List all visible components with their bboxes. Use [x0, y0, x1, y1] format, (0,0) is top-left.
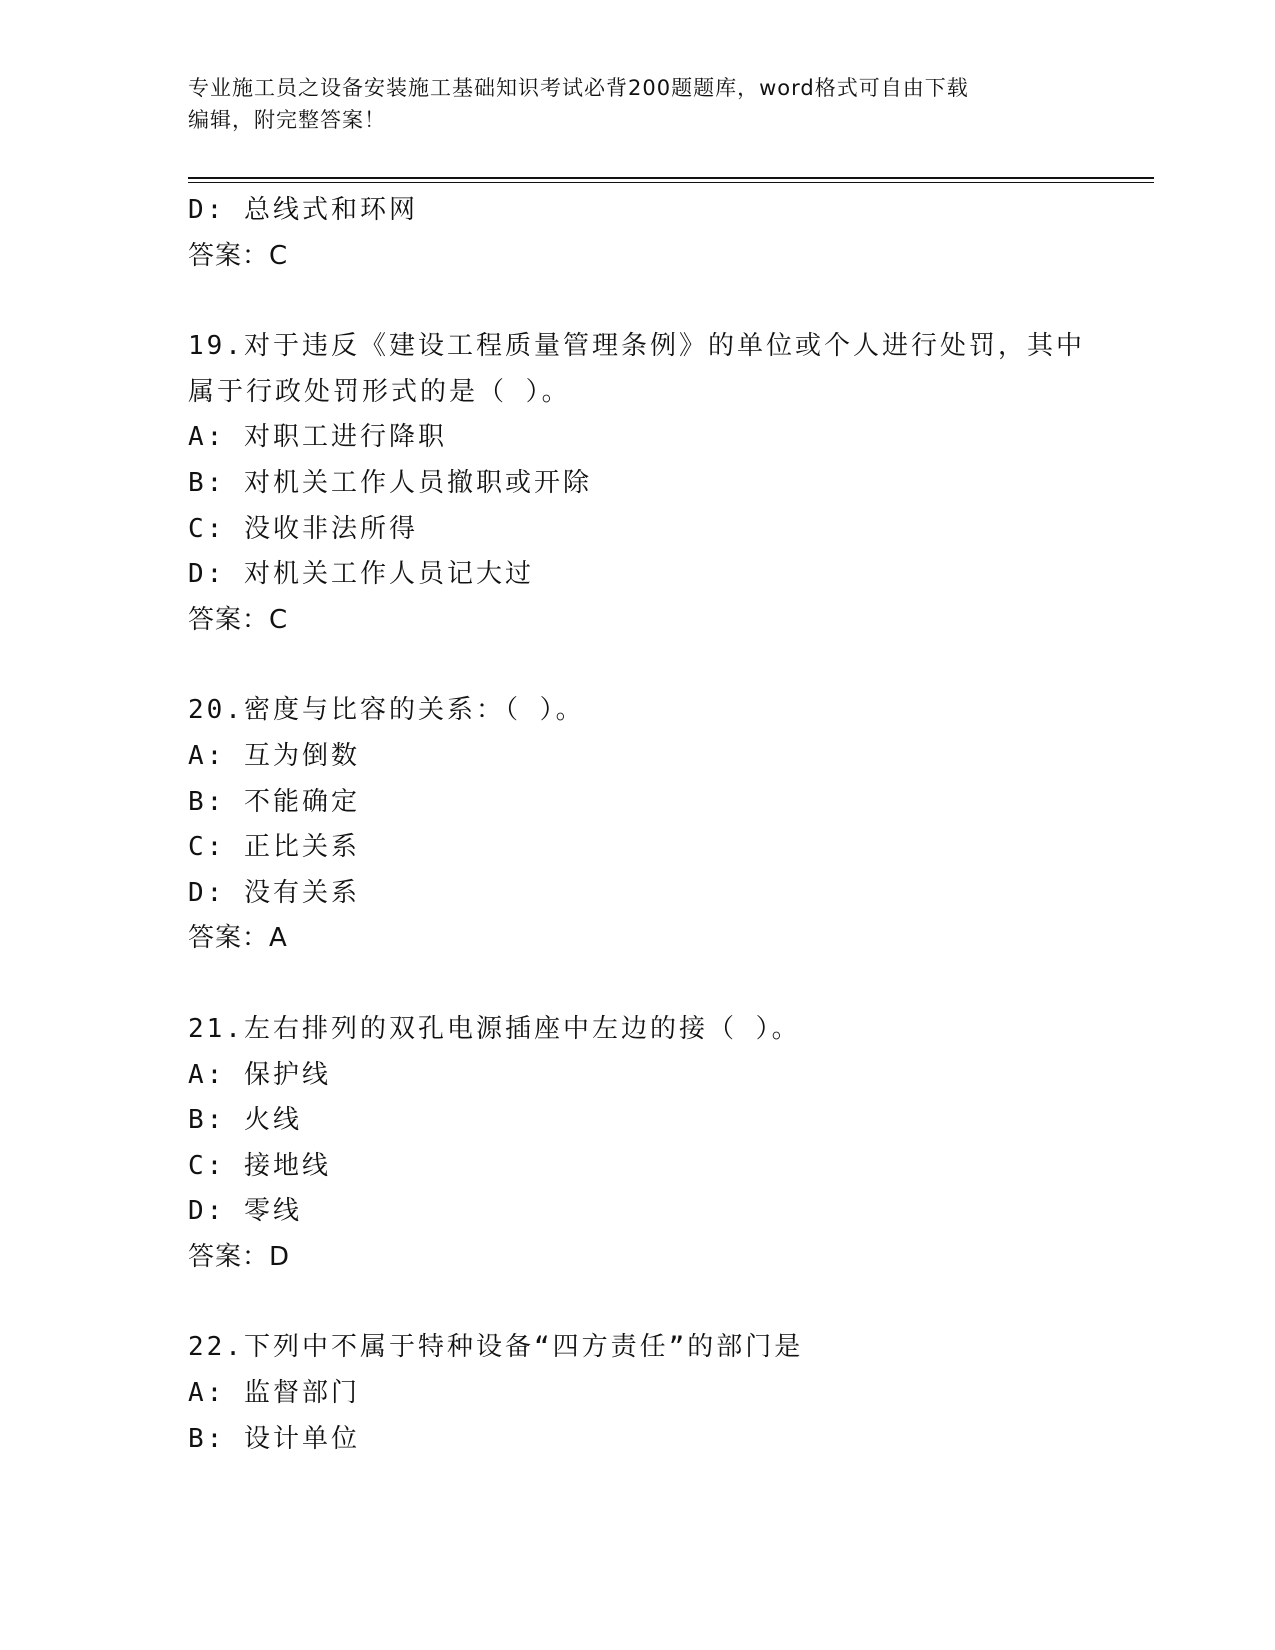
- option-a: A: 监督部门: [188, 1378, 360, 1409]
- option-c: C: 正比关系: [188, 832, 360, 863]
- option-d: D: 零线: [188, 1196, 302, 1227]
- option-d: D: 总线式和环网: [188, 195, 418, 225]
- header-divider-thick: [188, 177, 1154, 179]
- option-a: A: 保护线: [188, 1059, 331, 1090]
- question-stem: 22.下列中不属于特种设备“四方责任”的部门是: [188, 1332, 804, 1363]
- option-d: D: 对机关工作人员记大过: [188, 559, 534, 590]
- answer-line: 答案：C: [188, 240, 289, 271]
- option-b: B: 对机关工作人员撤职或开除: [188, 467, 592, 498]
- question-list: [188, 188, 1154, 1462]
- question-21: [188, 1007, 1154, 1281]
- question-18-tail: [188, 188, 1154, 279]
- option-a: A: 对职工进行降职: [188, 422, 447, 453]
- option-c: C: 没收非法所得: [188, 513, 418, 544]
- option-b: B: 火线: [188, 1105, 302, 1136]
- question-20: [188, 688, 1154, 962]
- option-b: B: 不能确定: [188, 786, 360, 817]
- option-c: C: 接地线: [188, 1150, 331, 1181]
- answer-line: 答案：A: [188, 923, 288, 954]
- document-header: [188, 72, 1088, 136]
- header-title-line-2: 编辑，附完整答案！: [188, 108, 386, 132]
- option-d: D: 没有关系: [188, 877, 360, 908]
- question-stem: 19.对于违反《建设工程质量管理条例》的单位或个人进行处罚，其中: [188, 331, 1085, 362]
- question-stem-continued: 属于行政处罚形式的是（ ）。: [188, 376, 571, 407]
- answer-line: 答案：C: [188, 604, 289, 635]
- answer-line: 答案：D: [188, 1241, 291, 1272]
- question-stem: 21.左右排列的双孔电源插座中左边的接（ ）。: [188, 1013, 801, 1044]
- question-19: [188, 324, 1154, 643]
- question-stem: 20.密度与比容的关系：（ ）。: [188, 695, 585, 726]
- header-divider-thin: [188, 182, 1154, 183]
- option-b: B: 设计单位: [188, 1423, 360, 1454]
- question-22: [188, 1325, 1154, 1462]
- option-a: A: 互为倒数: [188, 740, 360, 771]
- header-title-line-1: 专业施工员之设备安装施工基础知识考试必背200题题库，word格式可自由下载: [188, 76, 969, 100]
